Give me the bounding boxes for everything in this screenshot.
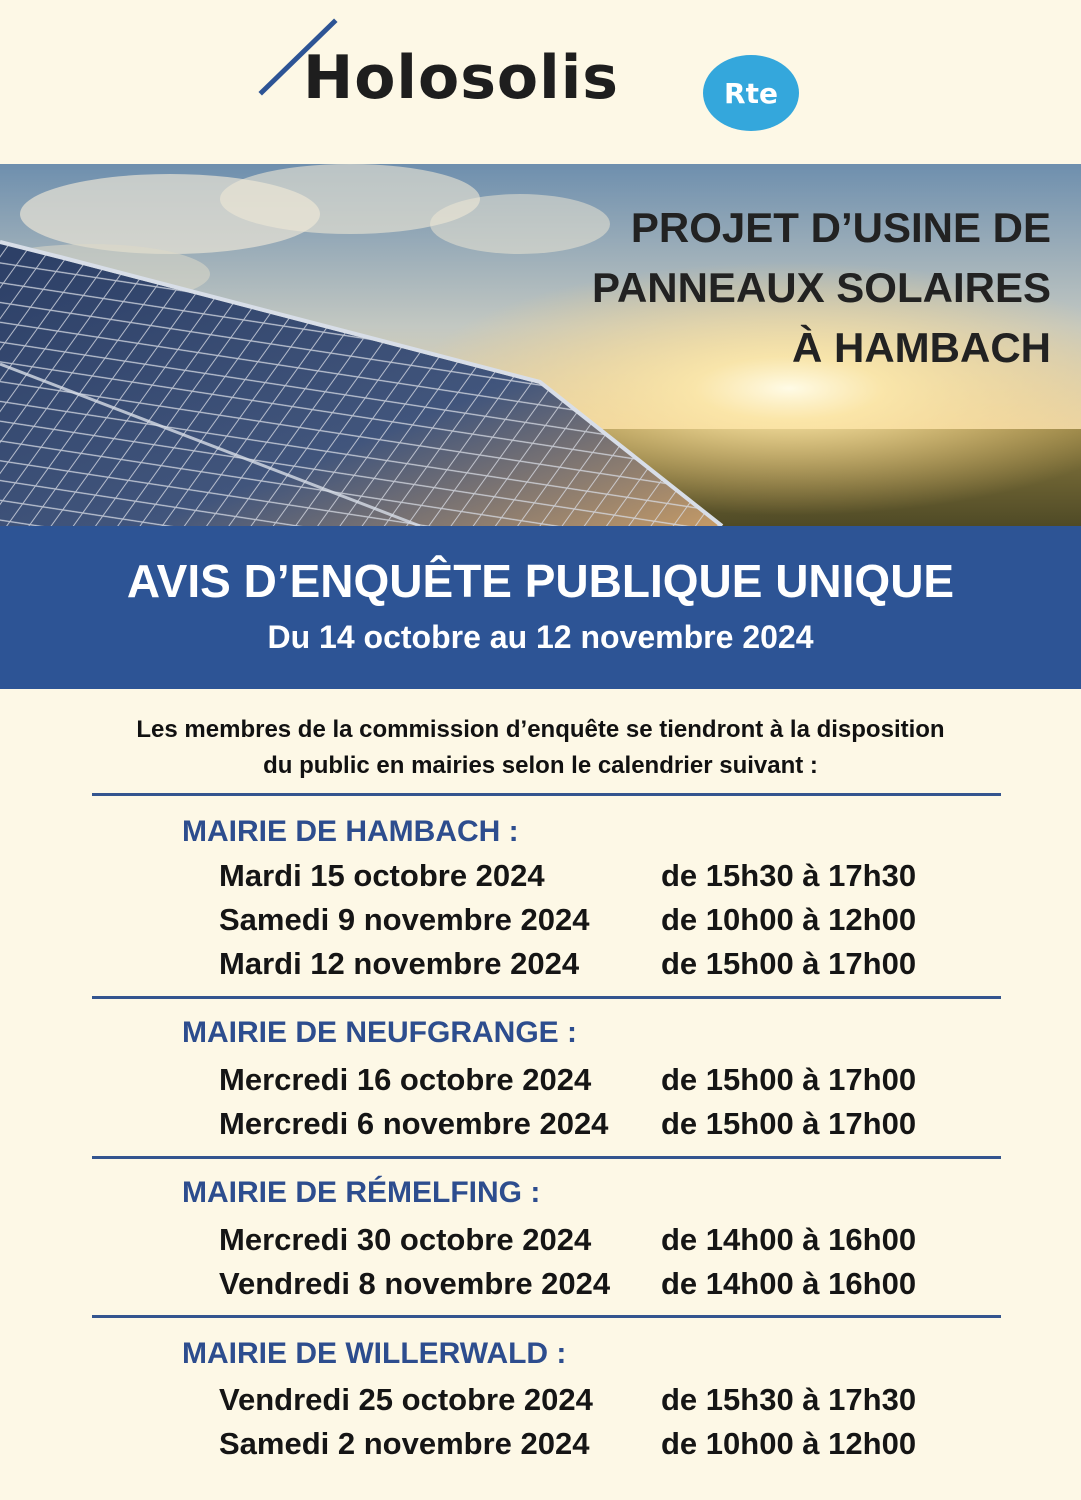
schedule-time: de 15h30 à 17h30	[661, 1382, 917, 1417]
schedule-time: de 15h30 à 17h30	[661, 858, 917, 893]
schedule-row	[0, 1222, 1081, 1266]
schedule-day: Mardi 12 novembre 2024	[219, 946, 580, 981]
schedule-time: de 15h00 à 17h00	[661, 1062, 917, 1097]
schedule-time: de 10h00 à 12h00	[661, 1426, 917, 1461]
schedule-time: de 14h00 à 16h00	[661, 1222, 917, 1257]
schedule-row	[0, 1106, 1081, 1150]
mairie-title: MAIRIE DE HAMBACH :	[182, 815, 519, 848]
schedule-day: Vendredi 8 novembre 2024	[219, 1266, 611, 1301]
schedule-day: Mercredi 30 octobre 2024	[219, 1222, 592, 1257]
schedule-day: Mercredi 6 novembre 2024	[219, 1106, 609, 1141]
notice-dates: Du 14 octobre au 12 novembre 2024	[267, 619, 814, 655]
schedule-row	[0, 858, 1081, 902]
schedule-row	[0, 1382, 1081, 1426]
brand-logo: Holosolis	[303, 43, 620, 113]
header	[0, 0, 1081, 164]
schedule-row	[0, 946, 1081, 990]
divider	[92, 996, 1001, 999]
project-title	[592, 198, 1051, 378]
schedule-time: de 10h00 à 12h00	[661, 902, 917, 937]
intro-line-2: du public en mairies selon le calendrier suivant :	[263, 752, 818, 779]
mairie-title: MAIRIE DE WILLERWALD :	[182, 1337, 567, 1370]
project-title-line-3: À HAMBACH	[792, 324, 1051, 371]
schedule-day: Samedi 9 novembre 2024	[219, 902, 590, 937]
notice-title: AVIS D’ENQUÊTE PUBLIQUE UNIQUE	[126, 555, 955, 607]
rte-logo: Rte	[703, 55, 799, 131]
divider	[92, 793, 1001, 796]
intro-line-1: Les membres de la commission d’enquête se tiendront à la disposition	[136, 716, 945, 743]
project-title-line-1: PROJET D’USINE DE	[630, 204, 1051, 251]
intro-text	[0, 712, 1081, 784]
divider	[92, 1156, 1001, 1159]
hero-image	[0, 164, 1081, 526]
project-title-line-2: PANNEAUX SOLAIRES	[592, 264, 1051, 311]
schedule-row	[0, 902, 1081, 946]
schedule-row	[0, 1062, 1081, 1106]
schedule-time: de 15h00 à 17h00	[661, 946, 917, 981]
schedule-day: Vendredi 25 octobre 2024	[219, 1382, 593, 1417]
mairie-title: MAIRIE DE NEUFGRANGE :	[182, 1016, 578, 1049]
schedule-row	[0, 1266, 1081, 1310]
schedule-day: Samedi 2 novembre 2024	[219, 1426, 590, 1461]
notice-banner	[0, 526, 1081, 689]
schedule-day: Mardi 15 octobre 2024	[219, 858, 545, 893]
mairie-title: MAIRIE DE RÉMELFING :	[182, 1176, 541, 1209]
schedule-day: Mercredi 16 octobre 2024	[219, 1062, 592, 1097]
divider	[92, 1315, 1001, 1318]
schedule-time: de 14h00 à 16h00	[661, 1266, 917, 1301]
schedule-row	[0, 1426, 1081, 1470]
schedule-time: de 15h00 à 17h00	[661, 1106, 917, 1141]
